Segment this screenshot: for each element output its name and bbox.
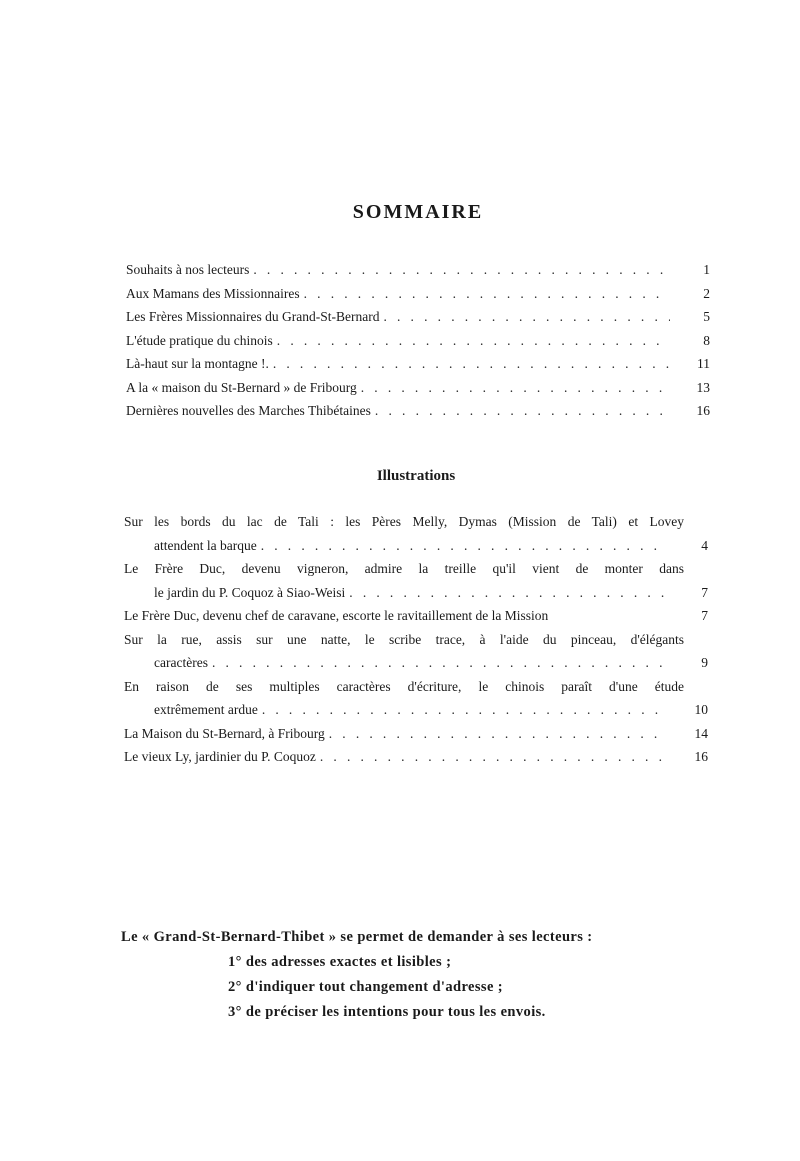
leader-dots [349,581,668,605]
illustration-page: 4 [701,537,708,553]
leader-dots [383,305,670,329]
contents-entry [126,329,710,353]
reader-notice [121,925,721,1025]
notice-intro: Le « Grand-St-Bernard-Thibet » se permet de demander à ses lecteurs : [121,929,593,945]
illustration-caption: Le Frère Duc, devenu chef de caravane, escorte le ravitaillement de la Mission [124,608,549,623]
contents-entry-page: 11 [697,356,710,371]
illustration-entry [124,604,708,628]
contents-entry-page: 8 [703,332,710,348]
illustration-caption: Le vieux Ly, jardinier du P. Coquoz [124,749,316,764]
notice-item: 1° des adresses exactes et lisibles ; [228,954,452,970]
illustration-page: 7 [701,608,708,623]
illustrations-heading: Illustrations [376,468,456,484]
leader-dots [261,534,668,558]
contents-entry-title: A la « maison du St-Bernard » de Fribourg [126,379,357,395]
contents-entry-title: Souhaits à nos lecteurs [126,262,250,277]
illustration-caption-continued: caractères [154,655,208,670]
contents-entry-page: 1 [703,262,710,277]
illustration-entry [124,510,708,557]
contents-entry [126,305,710,329]
leader-dots [320,745,668,769]
contents-entry-title: Aux Mamans des Missionnaires [126,285,300,301]
illustration-page: 10 [694,702,708,717]
leader-dots [304,282,670,306]
contents-entry-title: Là-haut sur la montagne !. [126,356,269,371]
illustration-entry [124,675,708,722]
illustration-caption: Sur les bords du lac de Tali : les Pères Melly, Dymas (Mission de Tali) et Lovey [124,514,684,529]
illustration-page: 7 [701,584,708,600]
illustration-caption: La Maison du St-Bernard, à Fribourg [124,725,325,741]
notice-item: 3° de préciser les intentions pour tous les envois. [228,1004,546,1020]
contents-entry-page: 5 [703,309,710,324]
leader-dots [253,258,670,282]
leader-dots [375,399,670,423]
illustration-entry [124,628,708,675]
leader-dots [212,651,668,675]
leader-dots [273,352,670,376]
leader-dots [329,722,668,746]
contents-entry-page: 13 [696,379,710,395]
illustration-entry [124,745,708,769]
contents-entry [126,376,710,400]
illustration-caption: En raison de ses multiples caractères d'écriture, le chinois paraît d'une étude [124,678,684,694]
contents-entry-title: L'étude pratique du chinois [126,332,273,348]
contents-entry-title: Dernières nouvelles des Marches Thibétaines [126,403,371,418]
illustration-page: 16 [694,749,708,764]
contents-entry-page: 2 [703,285,710,301]
contents-entry [126,352,710,376]
contents-entry-title: Les Frères Missionnaires du Grand-St-Bernard [126,309,380,324]
page-title: SOMMAIRE [352,201,484,223]
illustration-entry [124,722,708,746]
notice-item: 2° d'indiquer tout changement d'adresse ; [228,979,504,995]
leader-dots [262,698,668,722]
illustration-page: 14 [694,725,708,741]
illustration-entry [124,557,708,604]
illustration-caption-continued: extrêmement ardue [154,702,258,717]
illustration-caption: Le Frère Duc, devenu vigneron, admire la treille qu'il vient de monter dans [124,561,684,576]
illustrations-list [124,510,708,769]
contents-list [126,258,710,423]
illustration-caption-continued: le jardin du P. Coquoz à Siao-Weisi [154,584,346,600]
contents-entry [126,282,710,306]
illustration-page: 9 [701,655,708,670]
illustration-caption: Sur la rue, assis sur une natte, le scribe trace, à l'aide du pinceau, d'élégants [124,631,684,647]
illustration-caption-continued: attendent la barque [154,537,257,553]
leader-dots [361,376,670,400]
contents-entry-page: 16 [696,403,710,418]
contents-entry [126,399,710,423]
leader-dots [277,329,670,353]
contents-entry [126,258,710,282]
